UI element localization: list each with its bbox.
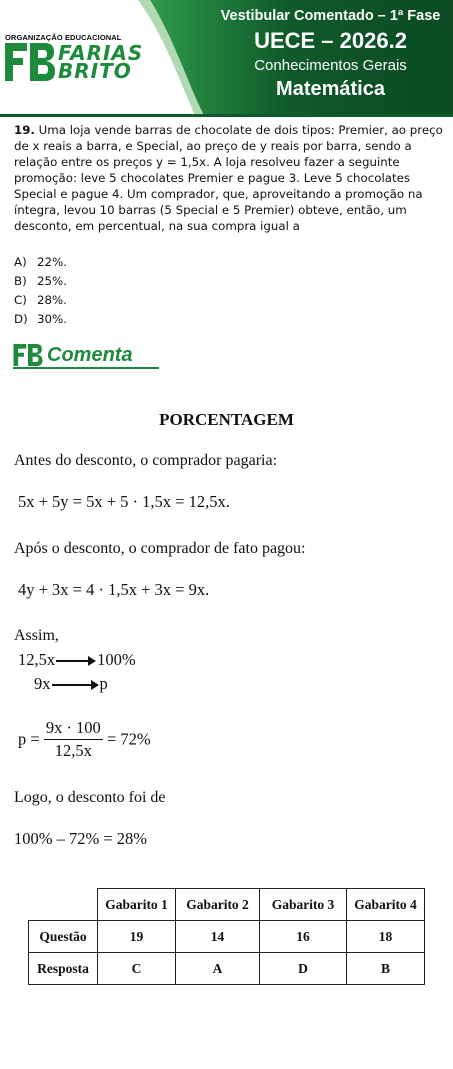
question-text: Uma loja vende barras de chocolate de dois tipos: Premier, ao preço de x reais a barra, e Special, ao preço de y reais por barra, sendo a relação entre os preços y = 1,5x. A loja resolveu fazer a seguinte promoção: leve 5 chocolates Premier e pague 3. Leve 5 chocolates Special e pague 4. Um comprador, que, aproveitando a promoção na íntegra, levou 10 barras (5 Special e 5 Premier) obteve, então, um desconto, em percentual, na sua compra igual a <box>14 123 443 233</box>
header-edition: UECE – 2026.2 <box>254 28 407 53</box>
option-text: 30%. <box>37 312 67 326</box>
option-letter: A) <box>14 255 27 269</box>
p-label: p = <box>18 729 40 749</box>
rule-left-value: 12,5x <box>18 650 56 669</box>
header-area: Conhecimentos Gerais <box>254 57 407 74</box>
header-subject: Matemática <box>276 78 385 100</box>
option-text: 25%. <box>37 274 67 288</box>
equation-1: 5x + 5y = 5x + 5 · 1,5x = 12,5x. <box>18 492 230 511</box>
solution-title: PORCENTAGEM <box>159 410 294 429</box>
empty-cell <box>29 889 98 921</box>
answer-key-table <box>28 888 425 985</box>
rule-of-three-row-1 <box>18 650 136 670</box>
header <box>0 0 453 117</box>
arrow-icon <box>52 680 99 690</box>
equation-2: 4y + 3x = 4 · 1,5x + 3x = 9x. <box>18 580 210 599</box>
option-letter: D) <box>14 312 28 326</box>
table-cell: A <box>176 953 260 985</box>
table-cell: 19 <box>98 921 176 953</box>
option-b <box>14 272 67 291</box>
comenta-badge <box>13 344 159 370</box>
solution-paragraph-1: Antes do desconto, o comprador pagaria: <box>14 452 278 469</box>
table-row <box>29 953 425 985</box>
table-cell: 16 <box>260 921 347 953</box>
rule-right-value: p <box>99 674 108 693</box>
table-row <box>29 921 425 953</box>
row-label: Questão <box>29 921 98 953</box>
comenta-label: Comenta <box>47 344 133 366</box>
header-exam: Vestibular Comentado – 1ª Fase <box>220 8 441 24</box>
solution-paragraph-4: Logo, o desconto foi de <box>14 789 166 806</box>
option-letter: C) <box>14 293 27 307</box>
fraction-numerator: 9x · 100 <box>44 718 103 740</box>
table-header-row <box>29 889 425 921</box>
farias-brito-logo <box>5 33 144 85</box>
fraction-denominator: 12,5x <box>54 741 92 760</box>
logo-tagline: ORGANIZAÇÃO EDUCACIONAL <box>5 33 122 42</box>
question-number: 19. <box>14 123 35 137</box>
table-cell: C <box>98 953 176 985</box>
option-text: 28%. <box>37 293 67 307</box>
option-a <box>14 253 67 272</box>
header-gabarito-1: Gabarito 1 <box>98 889 176 921</box>
comenta-underline <box>13 367 159 369</box>
option-c <box>14 291 67 310</box>
header-gabarito-4: Gabarito 4 <box>347 889 425 921</box>
answer-options <box>14 253 67 329</box>
question-statement <box>14 122 444 234</box>
option-text: 22%. <box>37 255 67 269</box>
equation-3: 100% – 72% = 28% <box>14 829 148 848</box>
table-cell: D <box>260 953 347 985</box>
row-label: Resposta <box>29 953 98 985</box>
header-gabarito-2: Gabarito 2 <box>176 889 260 921</box>
table-cell: B <box>347 953 425 985</box>
logo-word-farias: FARIAS <box>58 41 144 65</box>
table-cell: 18 <box>347 921 425 953</box>
header-titles <box>208 0 453 117</box>
header-gabarito-3: Gabarito 3 <box>260 889 347 921</box>
percentage-calculation <box>18 718 151 761</box>
option-letter: B) <box>14 274 27 288</box>
logo-word-brito: BRITO <box>58 59 132 83</box>
p-result: = 72% <box>106 729 151 749</box>
option-d <box>14 310 67 329</box>
rule-left-value: 9x <box>34 674 51 693</box>
rule-of-three-row-2 <box>34 674 108 694</box>
table-cell: 14 <box>176 921 260 953</box>
fraction <box>44 718 103 761</box>
solution-paragraph-2: Após o desconto, o comprador de fato pagou: <box>14 540 306 557</box>
fb-small-logo-icon <box>13 344 43 366</box>
arrow-icon <box>56 656 96 666</box>
solution-paragraph-3: Assim, <box>14 627 59 644</box>
rule-right-value: 100% <box>97 650 136 669</box>
fb-logo-icon <box>5 43 55 81</box>
